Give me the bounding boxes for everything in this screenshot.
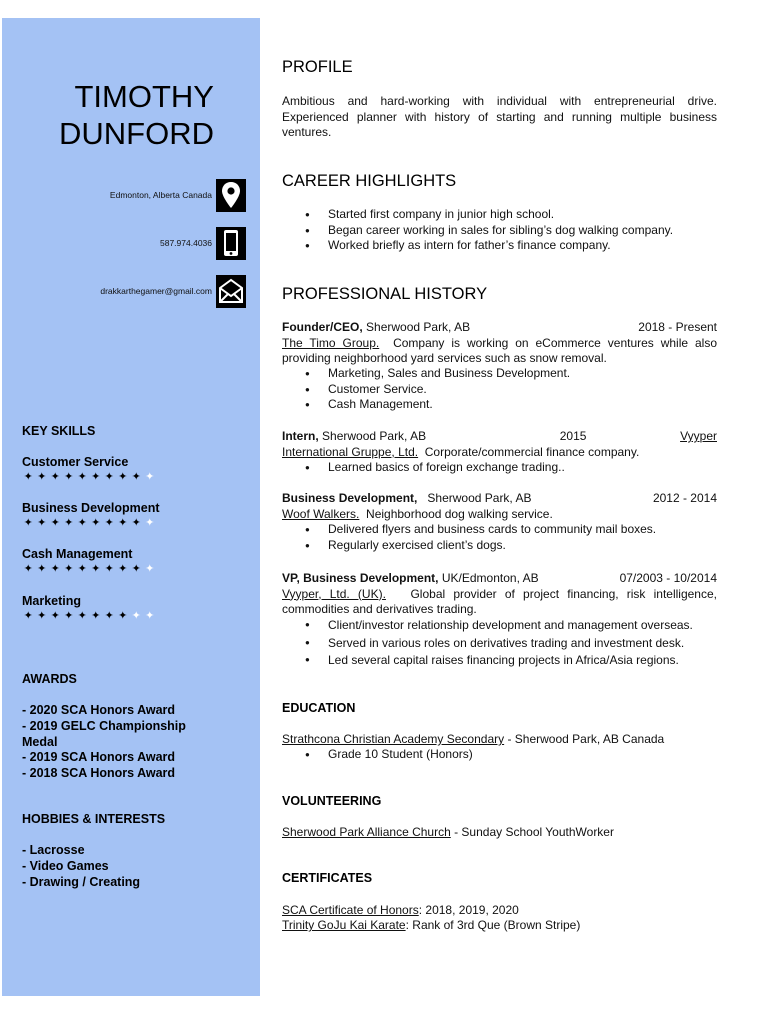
- list-item: ● Delivered flyers and business cards to community mail boxes.: [282, 522, 656, 538]
- volunteering-heading: VOLUNTEERING: [282, 794, 382, 808]
- phone-icon: [216, 227, 246, 260]
- list-item: ● Regularly exercised client’s dogs.: [282, 538, 656, 554]
- star-icon: ✦: [37, 471, 47, 483]
- star-icon: ✦: [23, 471, 33, 483]
- job-entry: [282, 429, 717, 460]
- star-icon: ✦: [131, 563, 141, 575]
- star-icon: ✦: [145, 517, 155, 529]
- job-title: Business Development,: [282, 491, 418, 505]
- skill-rating: [22, 517, 252, 530]
- awards-list: [22, 703, 212, 782]
- star-icon: ✦: [118, 610, 128, 622]
- certificate-item: [282, 918, 580, 934]
- star-icon: ✦: [104, 517, 114, 529]
- star-icon: ✦: [131, 517, 141, 529]
- skill-item: [22, 546, 252, 576]
- job-description: Global provider of project financing, risk intelligence, commodities and derivatives trading.: [282, 586, 717, 617]
- list-item: ● Started first company in junior high school.: [282, 207, 673, 223]
- job-entry: [282, 320, 717, 367]
- contact-phone: [0, 226, 246, 260]
- hobby-item: - Lacrosse: [22, 843, 85, 857]
- star-icon: ✦: [91, 610, 101, 622]
- company-name: International Gruppe, Ltd.: [282, 444, 419, 459]
- hobbies-heading: HOBBIES & INTERESTS: [22, 812, 166, 826]
- phone-text: 587.974.4036: [160, 238, 212, 248]
- certificate-item: [282, 903, 519, 919]
- star-icon: ✦: [91, 471, 101, 483]
- star-icon: ✦: [104, 471, 114, 483]
- star-icon: ✦: [104, 610, 114, 622]
- star-icon: ✦: [50, 563, 60, 575]
- job-bullets: [282, 460, 565, 476]
- star-icon: ✦: [64, 610, 74, 622]
- skill-name: Marketing: [22, 594, 82, 608]
- star-icon: ✦: [37, 610, 47, 622]
- list-item: ● Grade 10 Student (Honors): [282, 747, 473, 763]
- star-icon: ✦: [64, 563, 74, 575]
- job-bullets: [282, 617, 693, 670]
- skill-item: [22, 500, 252, 530]
- star-icon: ✦: [131, 610, 141, 622]
- star-icon: ✦: [77, 563, 87, 575]
- award-item: - 2019 GELC Championship Medal: [22, 718, 186, 749]
- job-entry: [282, 571, 717, 618]
- skill-rating: [22, 471, 252, 484]
- skill-item: [22, 593, 252, 623]
- job-title: Founder/CEO,: [282, 320, 363, 334]
- career-list: [282, 207, 673, 254]
- profile-text: Ambitious and hard-working with individual with entrepreneurial drive. Experienced planner with history of starting and running multiple business ventures.: [282, 94, 717, 140]
- sidebar: [2, 18, 260, 996]
- star-icon: ✦: [50, 517, 60, 529]
- star-icon: ✦: [118, 517, 128, 529]
- skill-name: Customer Service: [22, 455, 129, 469]
- star-icon: ✦: [77, 471, 87, 483]
- job-dates: 07/2003 - 10/2014: [619, 571, 717, 585]
- candidate-name: [2, 78, 214, 152]
- skill-item: [22, 454, 252, 484]
- star-icon: ✦: [64, 471, 74, 483]
- contact-location: [0, 178, 246, 212]
- star-icon: ✦: [145, 563, 155, 575]
- company-name: The Timo Group.: [282, 335, 380, 350]
- email-text: drakkarthegamer@gmail.com: [100, 286, 212, 296]
- award-item: - 2020 SCA Honors Award: [22, 703, 176, 717]
- star-icon: ✦: [145, 610, 155, 622]
- star-icon: ✦: [118, 563, 128, 575]
- education-entry: [282, 732, 664, 748]
- star-icon: ✦: [64, 517, 74, 529]
- envelope-icon: [216, 275, 246, 308]
- list-item: ● Served in various roles on derivatives trading and investment desk.: [282, 635, 693, 653]
- company-name: Woof Walkers.: [282, 506, 360, 521]
- location-pin-icon: [216, 179, 246, 212]
- star-icon: ✦: [77, 610, 87, 622]
- job-dates: 2015: [559, 429, 587, 443]
- certificate-detail: : Rank of 3rd Que (Brown Stripe): [405, 918, 581, 932]
- star-icon: ✦: [145, 471, 155, 483]
- skill-name: Business Development: [22, 501, 160, 515]
- job-description: Neighborhood dog walking service.: [366, 506, 553, 521]
- key-skills-heading: KEY SKILLS: [22, 424, 96, 438]
- hobby-item: - Video Games: [22, 858, 109, 873]
- location-text: Edmonton, Alberta Canada: [109, 190, 212, 200]
- list-item: ● Cash Management.: [282, 397, 570, 413]
- star-icon: ✦: [104, 563, 114, 575]
- list-item: ● Customer Service.: [282, 382, 570, 398]
- star-icon: ✦: [77, 517, 87, 529]
- skill-name: Cash Management: [22, 547, 133, 561]
- job-dates: 2018 - Present: [638, 320, 717, 334]
- award-item: - 2019 SCA Honors Award: [22, 750, 176, 765]
- certificates-heading: CERTIFICATES: [282, 871, 373, 885]
- star-icon: ✦: [23, 517, 33, 529]
- certificate-name: SCA Certificate of Honors: [282, 903, 419, 917]
- list-item: ● Led several capital raises financing projects in Africa/Asia regions.: [282, 652, 693, 670]
- star-icon: ✦: [37, 563, 47, 575]
- school-location: - Sherwood Park, AB Canada: [504, 732, 665, 746]
- skill-rating: [22, 610, 252, 623]
- volunteering-entry: [282, 825, 614, 841]
- profile-heading: PROFILE: [282, 58, 353, 76]
- star-icon: ✦: [23, 610, 33, 622]
- company-name: Vyyper, Ltd. (UK).: [282, 586, 386, 601]
- education-heading: EDUCATION: [282, 701, 356, 715]
- school-name: Strathcona Christian Academy Secondary: [282, 732, 505, 746]
- volunteer-role: - Sunday School YouthWorker: [450, 825, 614, 839]
- award-item: - 2018 SCA Honors Award: [22, 766, 176, 781]
- career-heading: CAREER HIGHLIGHTS: [282, 172, 457, 190]
- last-name: DUNFORD: [59, 116, 214, 151]
- volunteer-org: Sherwood Park Alliance Church: [282, 825, 451, 839]
- list-item: ● Client/investor relationship development and management overseas.: [282, 617, 693, 635]
- job-dates: 2012 - 2014: [652, 491, 717, 505]
- job-bullets: [282, 366, 570, 413]
- company-name-part: Vyyper: [680, 429, 717, 443]
- certificate-detail: : 2018, 2019, 2020: [418, 903, 519, 917]
- job-location: Sherwood Park, AB: [322, 429, 427, 443]
- list-item: ● Learned basics of foreign exchange trading..: [282, 460, 565, 476]
- job-description: Corporate/commercial finance company.: [424, 444, 640, 459]
- skill-rating: [22, 563, 252, 576]
- star-icon: ✦: [23, 563, 33, 575]
- hobbies-list: [22, 843, 212, 890]
- job-location: Sherwood Park, AB: [427, 491, 532, 505]
- star-icon: ✦: [37, 517, 47, 529]
- job-title: Intern,: [282, 429, 319, 443]
- list-item: ● Worked briefly as intern for father’s finance company.: [282, 238, 673, 254]
- star-icon: ✦: [91, 517, 101, 529]
- star-icon: ✦: [50, 610, 60, 622]
- education-bullets: [282, 747, 473, 763]
- job-description: Company is working on eCommerce ventures while also providing neighborhood yard services such as snow removal.: [282, 335, 717, 366]
- hobby-item: - Drawing / Creating: [22, 874, 141, 889]
- history-heading: PROFESSIONAL HISTORY: [282, 285, 488, 303]
- star-icon: ✦: [91, 563, 101, 575]
- awards-heading: AWARDS: [22, 672, 77, 686]
- job-location: Sherwood Park, AB: [366, 320, 471, 334]
- first-name: TIMOTHY: [74, 79, 214, 114]
- job-title: VP, Business Development,: [282, 571, 439, 585]
- list-item: ● Began career working in sales for sibling’s dog walking company.: [282, 223, 673, 239]
- list-item: ● Marketing, Sales and Business Development.: [282, 366, 570, 382]
- star-icon: ✦: [50, 471, 60, 483]
- job-bullets: [282, 522, 656, 553]
- job-location: UK/Edmonton, AB: [441, 571, 539, 585]
- star-icon: ✦: [131, 471, 141, 483]
- contact-email: [0, 274, 246, 308]
- certificate-name: Trinity GoJu Kai Karate: [282, 918, 406, 932]
- job-entry: [282, 491, 717, 522]
- star-icon: ✦: [118, 471, 128, 483]
